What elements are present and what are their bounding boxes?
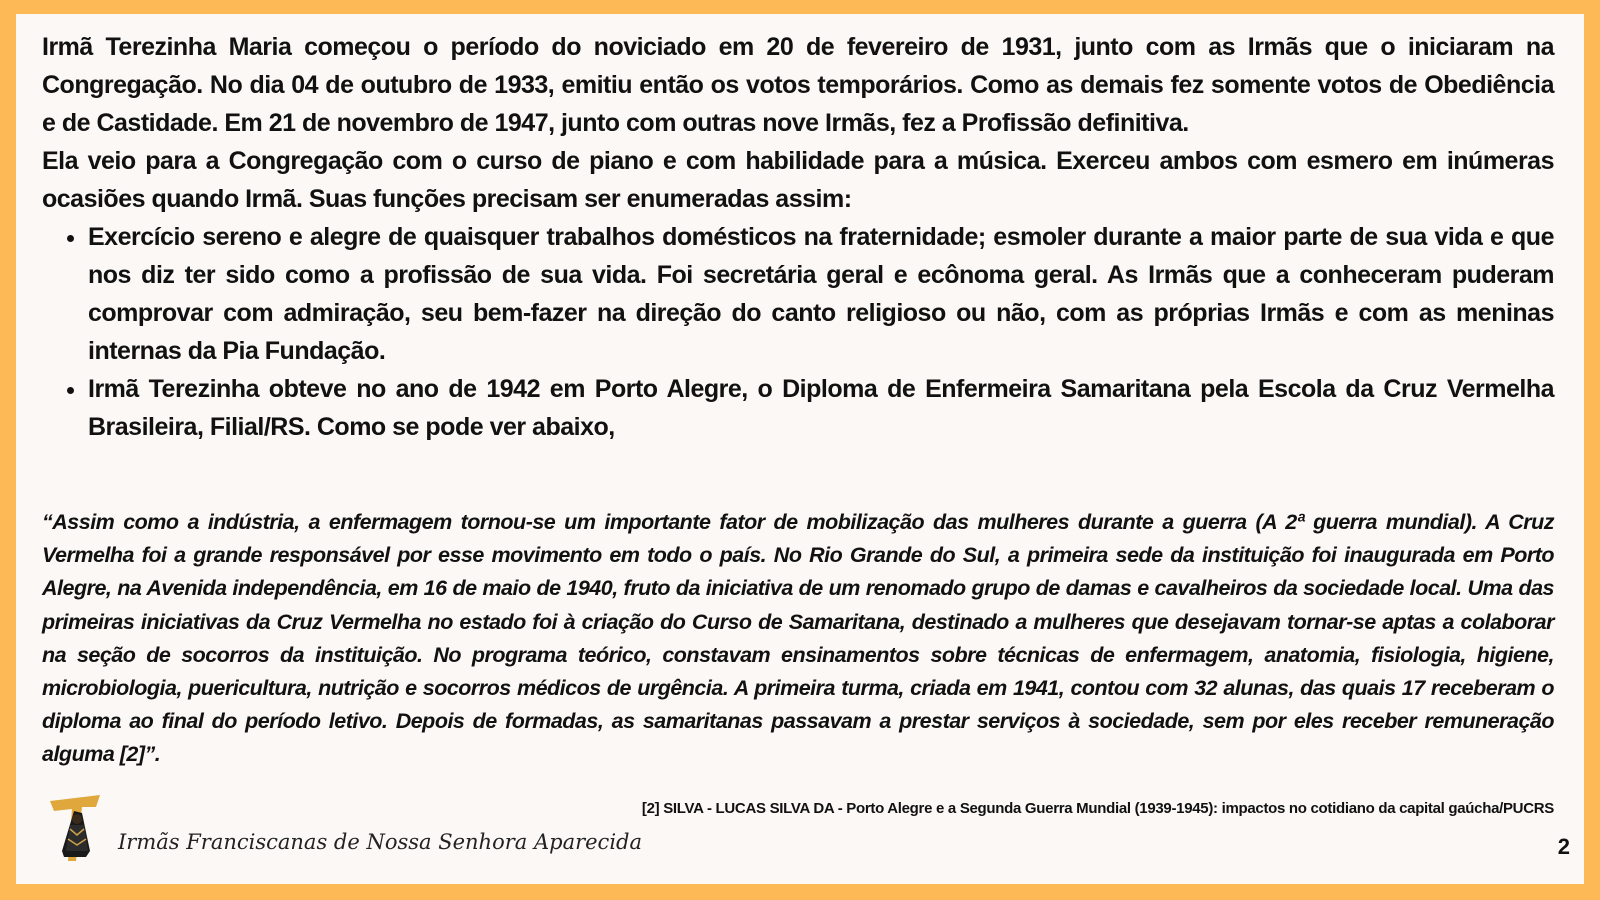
paragraph-noviciate: Irmã Terezinha Maria começou o período do noviciado em 20 de fevereiro de 1931, junto com as Irmãs que o iniciaram na Congregação. No dia 04 de outubro de 1933, emitiu então os votos temporários. Como as demais fez somente votos de Obediência e de Castidade. Em 21 de novembro de 1947, junto com outras nove Irmãs, fez a Profissão definitiva. [42,33,1554,137]
tau-cross-madonna-logo-icon [46,795,106,863]
list-item: • Irmã Terezinha obteve no ano de 1942 em Porto Alegre, o Diploma de Enfermeira Samaritana pela Escola da Cruz Vermelha Brasileira, Filial/RS. Como se pode ver abaixo, [88,370,1554,446]
main-text [42,28,1554,446]
list-item: • Exercício sereno e alegre de quaisquer trabalhos domésticos na fraternidade; esmoler durante a maior parte de sua vida e que nos diz ter sido como a profissão de sua vida. Foi secretária geral e ecônoma geral. As Irmãs que a conheceram puderam comprovar com admiração, seu bem-fazer na direção do canto religioso ou não, com as próprias Irmãs e com as meninas internas da Pia Fundação. [88,218,1554,370]
organization-name: Irmãs Franciscanas de Nossa Senhora Aparecida [118,830,642,854]
paragraph-music: Ela veio para a Congregação com o curso de piano e com habilidade para a música. Exerceu ambos com esmero em inúmeras ocasiões quando Irmã. Suas funções precisam ser enumeradas assim: [42,147,1554,213]
functions-list [42,218,1554,446]
page-number: 2 [1557,834,1570,859]
red-cross-quote: “Assim como a indústria, a enfermagem tornou-se um importante fator de mobilização das mulheres durante a guerra (A 2ª guerra mundial). A Cruz Vermelha foi a grande responsável por esse movimento em todo o país. No Rio Grande do Sul, a primeira sede da instituição foi inaugurada em Porto Alegre, na Avenida independência, em 16 de maio de 1940, fruto da iniciativa de um renomado grupo de damas e cavalheiros da sociedade local. Uma das primeiras iniciativas da Cruz Vermelha no estado foi à criação do Curso de Samaritana, destinado a mulheres que desejavam tornar-se aptas a colaborar na seção de socorros da instituição. No programa teórico, constavam ensinamentos sobre técnicas de enfermagem, anatomia, fisiologia, higiene, microbiologia, puericultura, nutrição e socorros médicos de urgência. A primeira turma, criada em 1941, contou com 32 alunas, das quais 17 receberam o diploma ao final do período letivo. Depois de formadas, as samaritanas passavam a prestar serviços à sociedade, sem por eles receber remuneração alguma [2]”. [42,510,1554,767]
footnote-reference: [2] SILVA - LUCAS SILVA DA - Porto Alegre e a Segunda Guerra Mundial (1939-1945): impactos no cotidiano da capital gaúcha/PUCRS [641,800,1554,817]
